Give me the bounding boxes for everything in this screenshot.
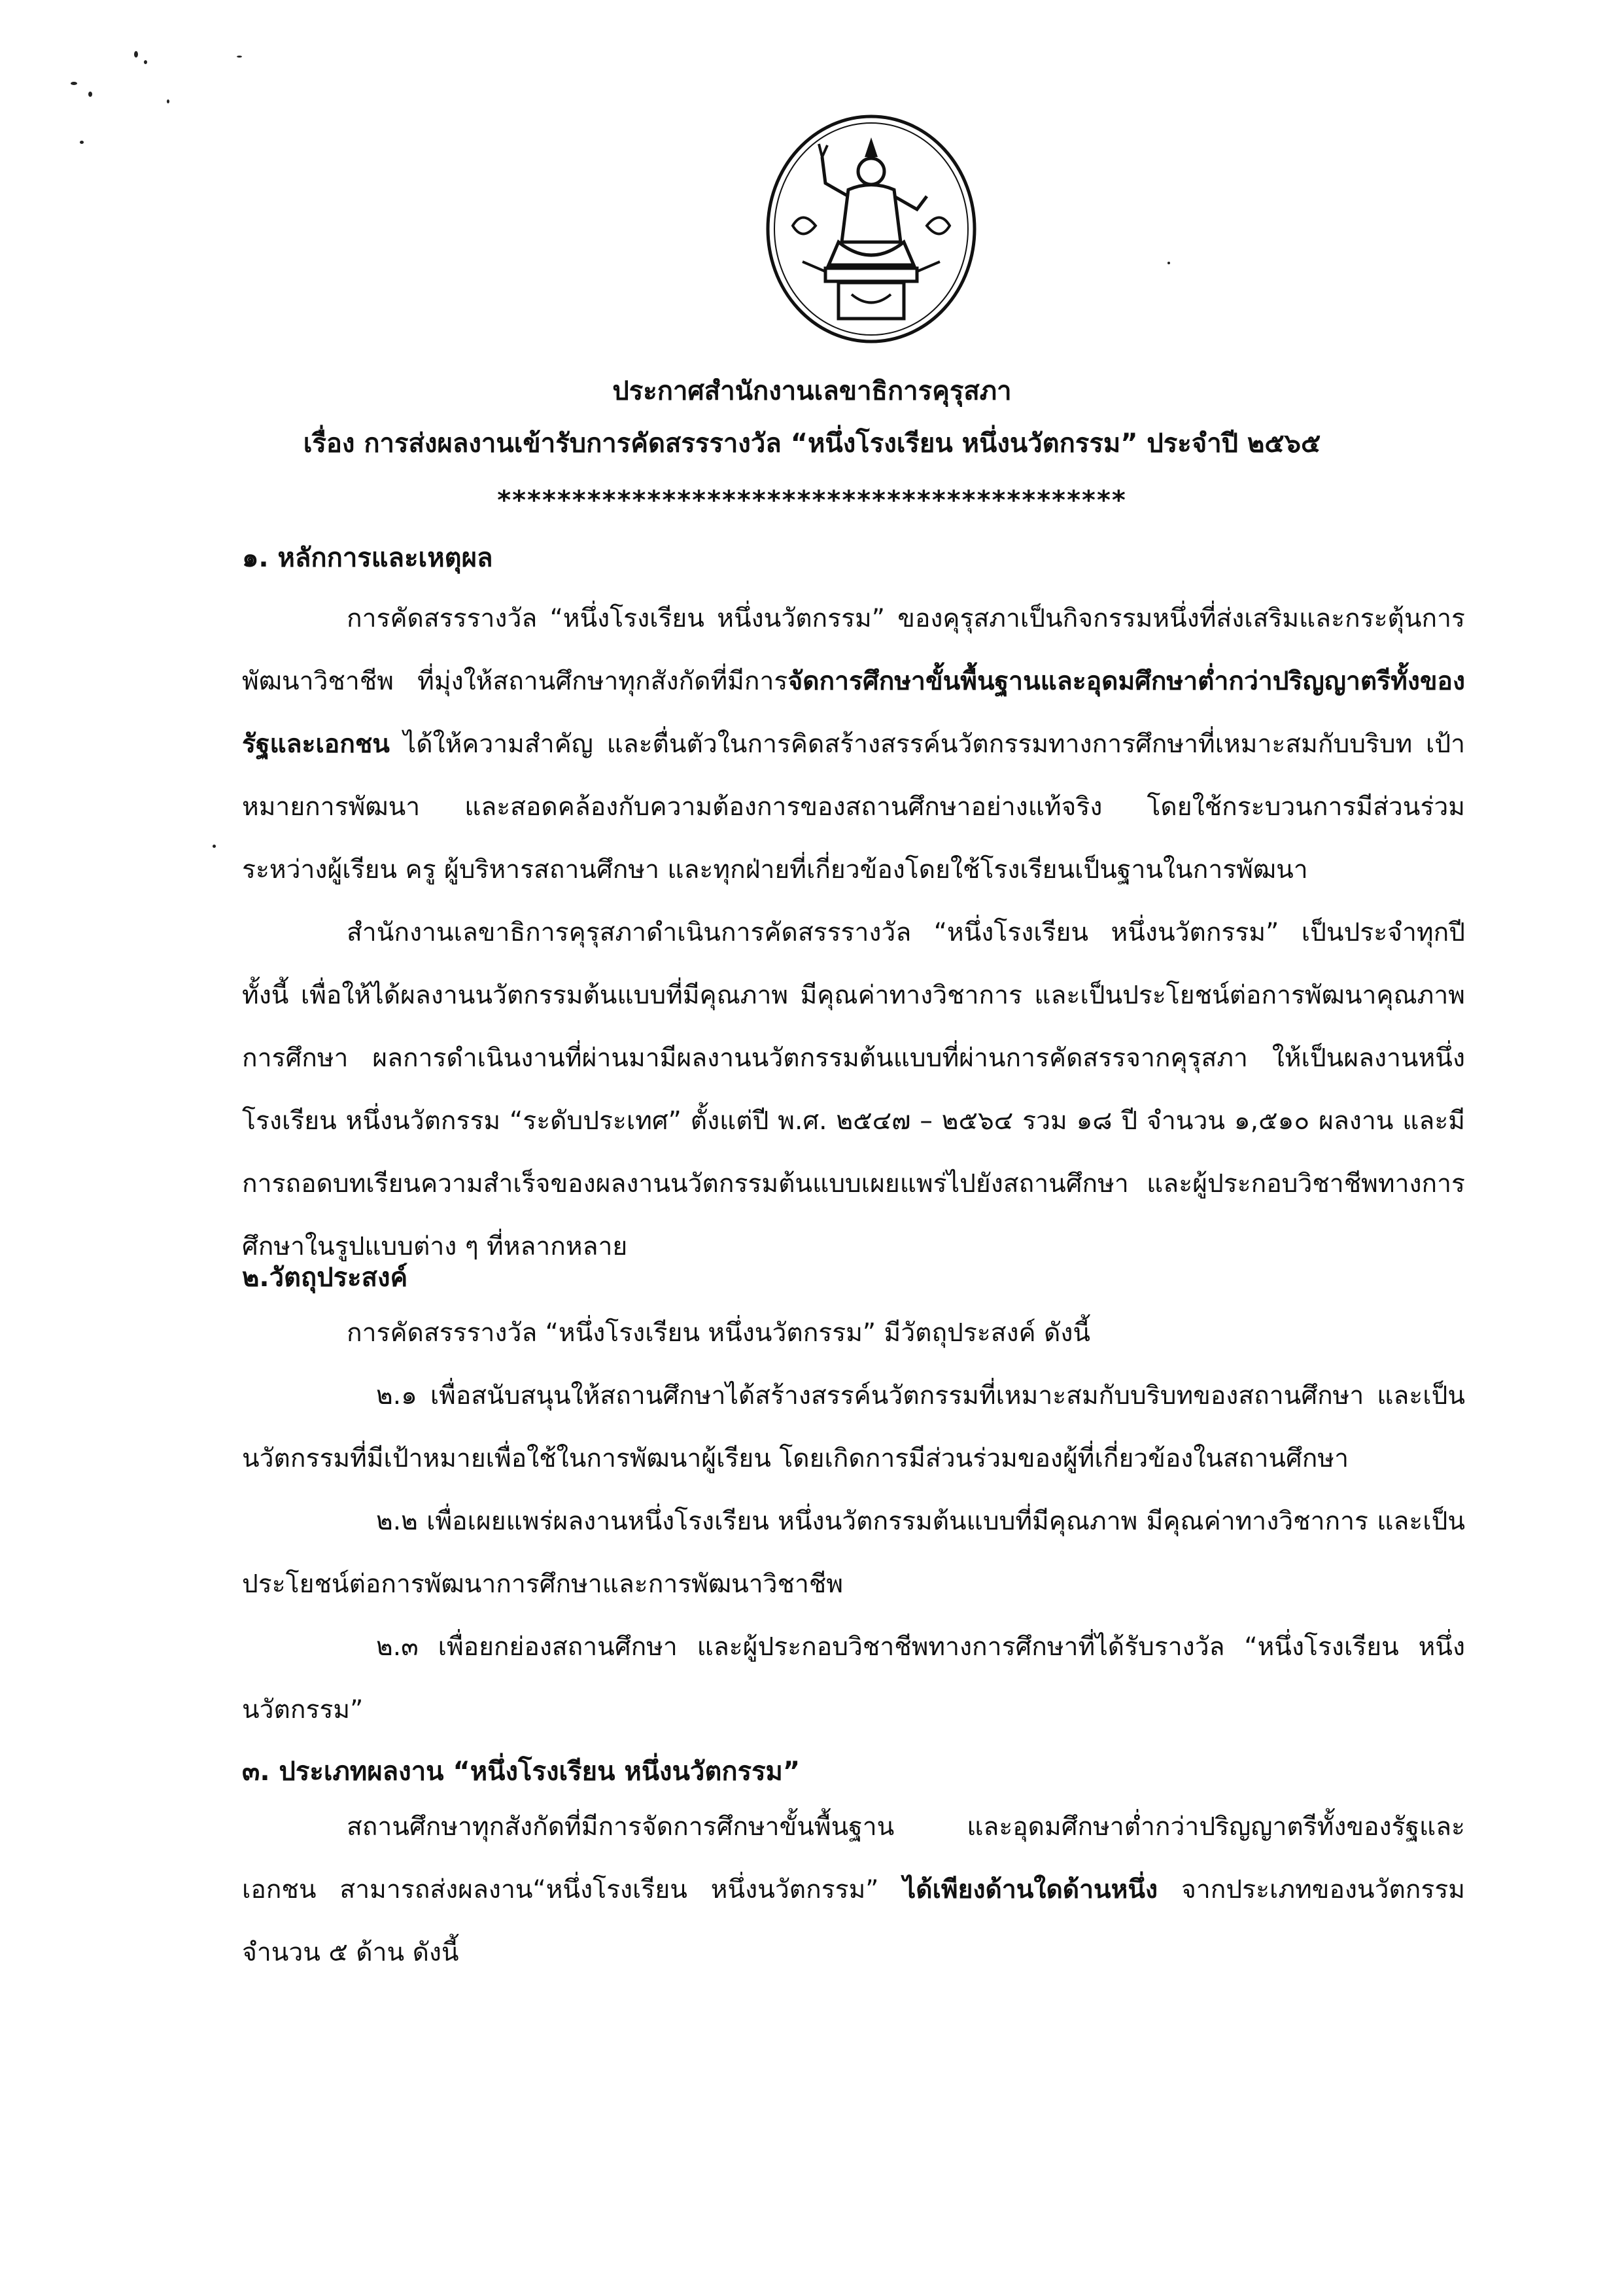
announcement-title: ประกาศสำนักงานเลขาธิการคุรุสภา: [612, 376, 1012, 406]
scan-speck: [144, 60, 147, 64]
scan-speck: [80, 141, 84, 144]
scan-speck: [213, 845, 216, 848]
scan-speck: [71, 82, 77, 85]
section-3-heading: ๓. ประเภทผลงาน “หนึ่งโรงเรียน หนึ่งนวัตกรรม”: [242, 1757, 801, 1787]
section-2-intro: การคัดสรรรางวัล “หนึ่งโรงเรียน หนึ่งนวัตกรรม” มีวัตถุประสงค์ ดังนี้: [347, 1318, 1091, 1348]
section-1-paragraph-1-text: การคัดสรรรางวัล “หนึ่งโรงเรียน หนึ่งนวัตกรรม” ของคุรุสภาเป็นกิจกรรมหนึ่งที่ส่งเสริมและกระตุ้นการพัฒนาวิชาชีพ ที่มุ่งให้สถานศึกษาทุกสังกัดที่มีการ: [242, 604, 1465, 696]
section-3-paragraph: [242, 1796, 1465, 1984]
section-3-paragraph-text-end: จากประเภทของนวัตกรรม จำนวน ๕ ด้าน ดังนี้: [242, 1875, 1466, 1967]
scan-speck: [1167, 262, 1170, 264]
khurusapha-seal-icon: [763, 111, 979, 347]
title-separator: ******************************************: [497, 485, 1127, 516]
section-1-paragraph-2: สำนักงานเลขาธิการคุรุสภาดำเนินการคัดสรรรางวัล “หนึ่งโรงเรียน หนึ่งนวัตกรรม” เป็นประจำทุกปี ทั้งนี้ เพื่อให้ได้ผลงานนวัตกรรมต้นแบบที่มีคุณภาพ มีคุณค่าทางวิชาการ และเป็นประโยชน์ต่อการพัฒนาคุณภาพการศึกษา ผลการดำเนินงานที่ผ่านมามีผลงานนวัตกรรมต้นแบบที่ผ่านการคัดสรรจากคุรุสภา ให้เป็นผลงานหนึ่งโรงเรียน หนึ่งนวัตกรรม “ระดับประเทศ” ตั้งแต่ปี พ.ศ. ๒๕๔๗ – ๒๕๖๔ รวม ๑๘ ปี จำนวน ๑,๕๑๐ ผลงาน และมีการถอดบทเรียนความสำเร็จของผลงานนวัตกรรมต้นแบบเผยแพร่ไปยังสถานศึกษา และผู้ประกอบวิชาชีพทางการศึกษาในรูปแบบต่าง ๆ ที่หลากหลาย: [242, 918, 1465, 1261]
section-1-paragraph-1: [242, 587, 1465, 902]
section-2-item-3: ๒.๓ เพื่อยกย่องสถานศึกษา และผู้ประกอบวิชาชีพทางการศึกษาที่ได้รับรางวัล “หนึ่งโรงเรียน หนึ่งนวัตกรรม”: [242, 1632, 1465, 1725]
scan-speck: [134, 51, 138, 58]
section-2-item-1: ๒.๑ เพื่อสนับสนุนให้สถานศึกษาได้สร้างสรรค์นวัตกรรมที่เหมาะสมกับบริบทของสถานศึกษา และเป็นนวัตกรรมที่มีเป้าหมายเพื่อใช้ในการพัฒนาผู้เรียน โดยเกิดการมีส่วนร่วมของผู้ที่เกี่ยวข้องในสถานศึกษา: [242, 1381, 1465, 1473]
scan-speck: [237, 56, 242, 58]
section-3-paragraph-text: สถานศึกษาทุกสังกัดที่มีการจัดการศึกษาขั้นพื้นฐาน และอุดมศึกษาต่ำกว่าปริญญาตรีทั้งของรัฐและเอกชน สามารถส่งผลงาน“หนึ่งโรงเรียน หนึ่งนวัตกรรม”: [242, 1812, 1465, 1904]
section-1-paragraph-1-text-end: ได้ให้ความสำคัญ และตื่นตัวในการคิดสร้างสรรค์นวัตกรรมทางการศึกษาที่เหมาะสมกับบริบท เป้าหมายการพัฒนา และสอดคล้องกับความต้องการของสถานศึกษาอย่างแท้จริง โดยใช้กระบวนการมีส่วนร่วมระหว่างผู้เรียน ครู ผู้บริหารสถานศึกษา และทุกฝ่ายที่เกี่ยวข้องโดยใช้โรงเรียนเป็นฐานในการพัฒนา: [242, 729, 1465, 885]
section-1-heading: ๑. หลักการและเหตุผล: [242, 543, 493, 573]
section-2-item-2: ๒.๒ เพื่อเผยแพร่ผลงานหนึ่งโรงเรียน หนึ่งนวัตกรรมต้นแบบที่มีคุณภาพ มีคุณค่าทางวิชาการ และเป็นประโยชน์ต่อการพัฒนาการศึกษาและการพัฒนาวิชาชีพ: [242, 1507, 1465, 1599]
section-3-paragraph-bold: ได้เพียงด้านใดด้านหนึ่ง: [878, 1875, 1158, 1904]
section-1-paragraph-1-bold: จัดการศึกษาขั้นพื้นฐานและอุดมศึกษาต่ำกว่าปริญญาตรีทั้งของรัฐและเอกชน: [242, 667, 1465, 759]
scan-speck: [88, 92, 92, 97]
announcement-subject: เรื่อง การส่งผลงานเข้ารับการคัดสรรรางวัล “หนึ่งโรงเรียน หนึ่งนวัตกรรม” ประจำปี ๒๕๖๕: [303, 429, 1321, 459]
section-2-heading: ๒.วัตถุประสงค์: [242, 1263, 408, 1293]
scan-speck: [167, 99, 169, 103]
